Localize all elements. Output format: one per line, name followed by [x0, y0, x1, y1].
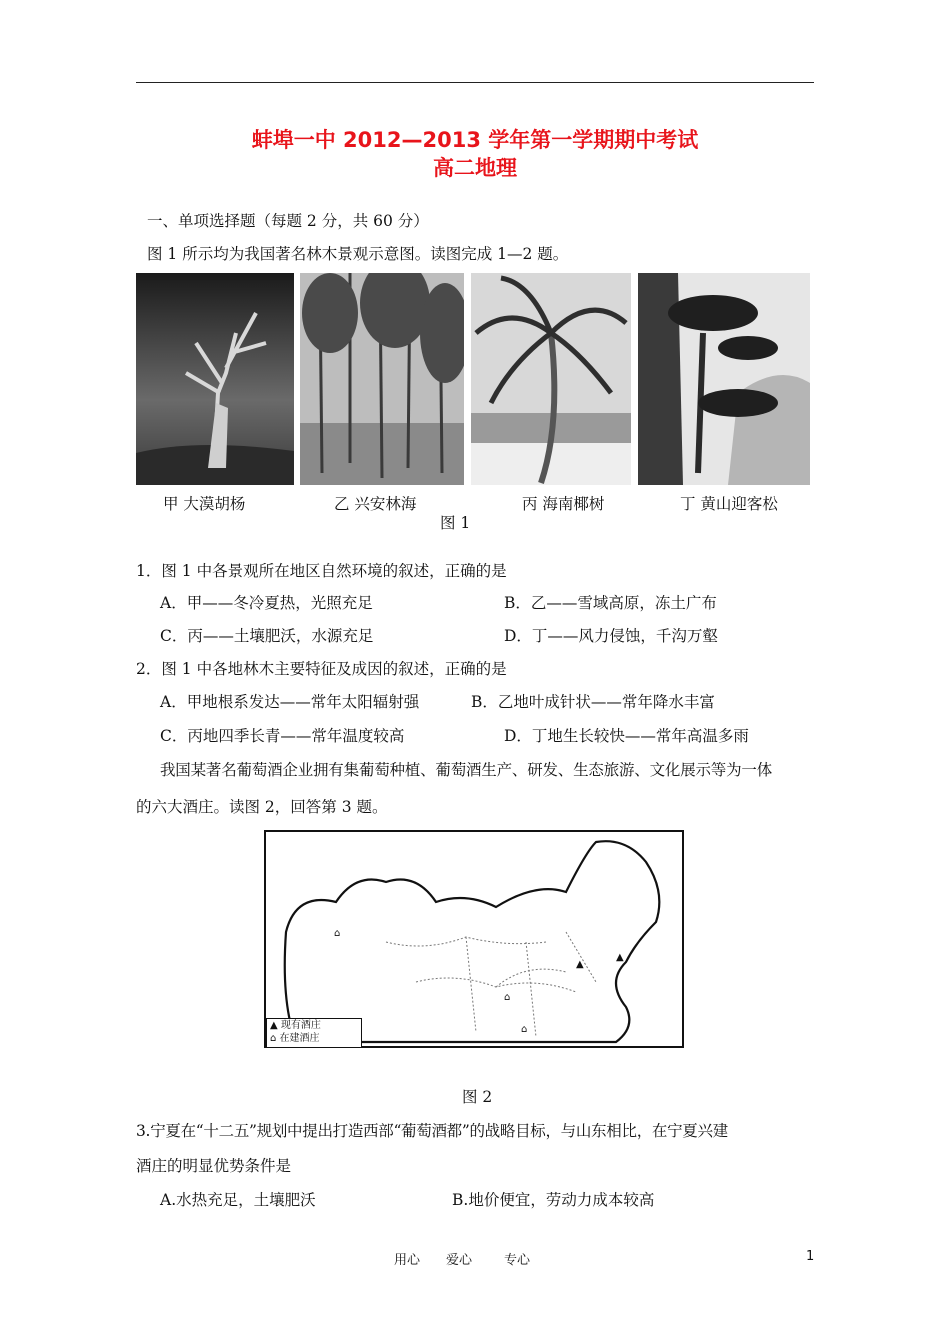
- q2-stem: 2．图 1 中各地林木主要特征及成因的叙述，正确的是: [136, 660, 507, 678]
- building-marker-icon: ⌂: [270, 1033, 280, 1044]
- footer-motto-2: 爱心: [446, 1253, 473, 1268]
- exam-title: 蚌埠一中 2012—2013 学年第一学期期中考试: [251, 128, 699, 152]
- q1-option-c: C．丙——土壤肥沃，水源充足: [160, 627, 374, 645]
- q1-option-a: A．甲——冬冷夏热，光照充足: [160, 594, 373, 612]
- caption-yi: 乙 兴安林海: [334, 495, 417, 513]
- q2-option-a: A．甲地根系发达——常年太阳辐射强: [160, 693, 420, 711]
- exam-subtitle: 高二地理: [433, 156, 517, 180]
- map-marker-existing-north: ▲: [576, 959, 584, 970]
- photo-populus-desert: [136, 273, 294, 485]
- q2-option-b: B．乙地叶成针状——常年降水丰富: [471, 693, 715, 711]
- passage-line-2: 的六大酒庄。读图 2，回答第 3 题。: [136, 798, 388, 816]
- figure1-label: 图 1: [440, 514, 471, 532]
- caption-jia: 甲 大漠胡杨: [163, 495, 246, 513]
- q1-option-b: B．乙——雪域高原，冻土广布: [504, 594, 717, 612]
- figure2-legend: [266, 1018, 362, 1048]
- page-number: 1: [806, 1249, 815, 1264]
- footer-motto-1: 用心: [394, 1253, 421, 1268]
- map-marker-building-south: ⌂: [521, 1024, 528, 1035]
- q1-stem: 1．图 1 中各景观所在地区自然环境的叙述，正确的是: [136, 562, 507, 580]
- legend-existing: ▲ 现有酒庄: [270, 1020, 321, 1031]
- q2-option-d: D．丁地生长较快——常年高温多雨: [504, 727, 749, 745]
- figure1-intro: 图 1 所示均为我国著名林木景观示意图。读图完成 1—2 题。: [147, 245, 569, 263]
- photo-huangshan-pine: [638, 273, 810, 485]
- q3-stem-line-1: 3.宁夏在“十二五”规划中提出打造西部“葡萄酒都”的战略目标，与山东相比，在宁夏兴建: [136, 1122, 728, 1140]
- section-heading: 一、单项选择题（每题 2 分，共 60 分）: [147, 212, 429, 230]
- photo-xingan-forest: [300, 273, 464, 485]
- figure2-map: [264, 830, 684, 1048]
- q2-option-c: C．丙地四季长青——常年温度较高: [160, 727, 405, 745]
- map-marker-existing-ne: ▲: [616, 952, 624, 963]
- legend-building: ⌂ 在建酒庄: [270, 1033, 320, 1044]
- footer-motto-3: 专心: [504, 1253, 531, 1268]
- map-marker-existing-central: ⌂: [504, 992, 511, 1003]
- passage-line-1: 我国某著名葡萄酒企业拥有集葡萄种植、葡萄酒生产、研发、生态旅游、文化展示等为一体: [160, 761, 773, 779]
- q3-stem-line-2: 酒庄的明显优势条件是: [136, 1157, 292, 1175]
- caption-ding: 丁 黄山迎客松: [680, 495, 778, 513]
- figure2-label: 图 2: [462, 1088, 493, 1106]
- map-marker-building-west: ⌂: [334, 928, 341, 939]
- header-rule: [136, 82, 814, 83]
- q3-option-a: A.水热充足，土壤肥沃: [160, 1191, 316, 1209]
- existing-marker-icon: ▲: [270, 1020, 281, 1031]
- photo-hainan-coconut: [471, 273, 631, 485]
- q1-option-d: D．丁——风力侵蚀，千沟万壑: [504, 627, 718, 645]
- caption-bing: 丙 海南椰树: [522, 495, 605, 513]
- q3-option-b: B.地价便宜，劳动力成本较高: [452, 1191, 655, 1209]
